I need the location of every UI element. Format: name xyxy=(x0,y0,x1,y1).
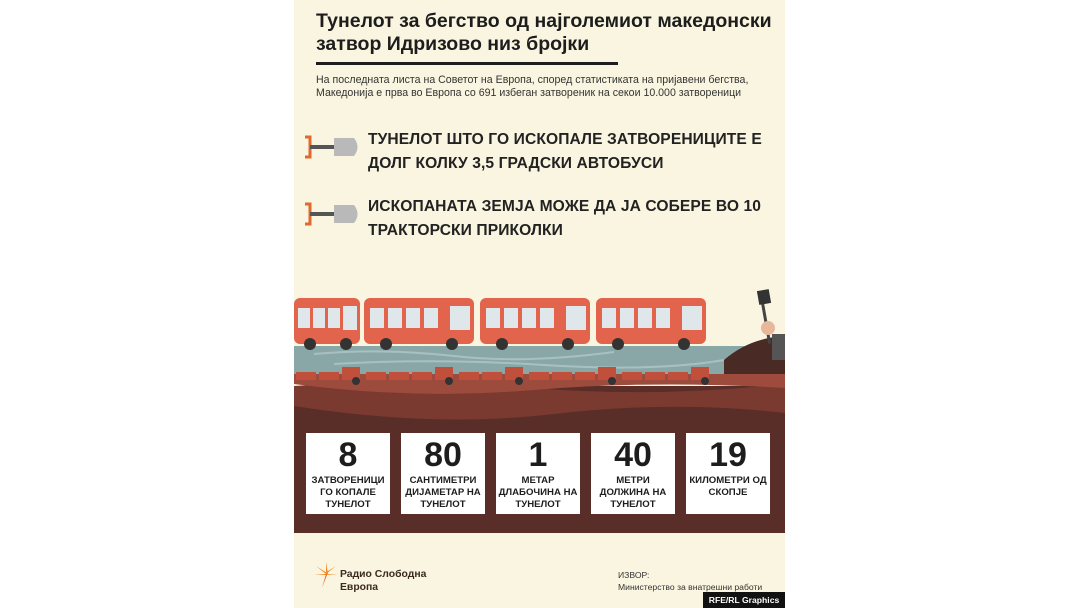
stat-card xyxy=(496,433,580,514)
infographic-subtitle: На последната листа на Советот на Европа, според статистиката на пријавени бегства, Македонија е прва во Европа со 691 избеган затвореник на секои 10.000 затвореници xyxy=(316,74,749,99)
stat-value: 8 xyxy=(338,436,358,474)
fact-bus-length xyxy=(302,128,782,178)
stat-label: ЗАТВОРЕНИЦИ ГО КОПАЛЕ ТУНЕЛОТ xyxy=(311,475,385,510)
stat-label: МЕТАР ДЛАБОЧИНА НА ТУНЕЛОТ xyxy=(498,475,578,510)
fact-text: ТУНЕЛОТ ШТО ГО ИСКОПАЛЕ ЗАТВОРЕНИЦИТЕ Е ДОЛГ КОЛКУ 3,5 ГРАДСКИ АВТОБУСИ xyxy=(368,131,762,172)
stats-row xyxy=(306,433,776,515)
source-text: Министерство за внатрешни работи xyxy=(618,582,763,592)
stat-label: САНТИМЕТРИ ДИЈАМЕТАР НА ТУНЕЛОТ xyxy=(405,475,481,510)
stat-value: 80 xyxy=(424,436,462,474)
shovel-icon xyxy=(302,134,362,160)
bus-icon xyxy=(480,298,590,350)
stat-label: МЕТРИ ДОЛЖИНА НА ТУНЕЛОТ xyxy=(599,475,667,510)
rfe-logo xyxy=(314,558,474,596)
rfe-sunburst-icon xyxy=(314,560,338,590)
bus-icons xyxy=(294,298,706,350)
shovel-icon xyxy=(302,201,362,227)
stat-value: 1 xyxy=(528,436,548,474)
bus-icon xyxy=(294,298,360,350)
infographic xyxy=(294,0,785,608)
title-divider xyxy=(316,62,618,65)
bus-icon xyxy=(364,298,474,350)
source-label: ИЗВОР: xyxy=(618,570,650,580)
logo-line1: Радио Слободна xyxy=(340,569,427,580)
infographic-title: Тунелот за бегство од најголемиот македонски затвор Идризово низ бројки xyxy=(316,10,772,55)
stat-value: 40 xyxy=(614,436,652,474)
bus-icon xyxy=(596,298,706,350)
fact-text: ИСКОПАНАТА ЗЕМЈА МОЖЕ ДА ЈА СОБЕРЕ ВО 10 ТРАКТОРСКИ ПРИКОЛКИ xyxy=(368,198,762,239)
stat-card xyxy=(591,433,675,514)
stat-card xyxy=(306,433,390,514)
stat-label: КИЛОМЕТРИ ОД СКОПЈЕ xyxy=(689,475,767,498)
logo-line2: Европа xyxy=(340,582,379,593)
fact-tractor-trailers xyxy=(302,195,782,245)
stat-card xyxy=(686,433,770,514)
graphics-credit: RFE/RL Graphics xyxy=(703,592,785,608)
stat-value: 19 xyxy=(709,436,747,474)
source xyxy=(618,569,762,593)
stat-card xyxy=(401,433,485,514)
